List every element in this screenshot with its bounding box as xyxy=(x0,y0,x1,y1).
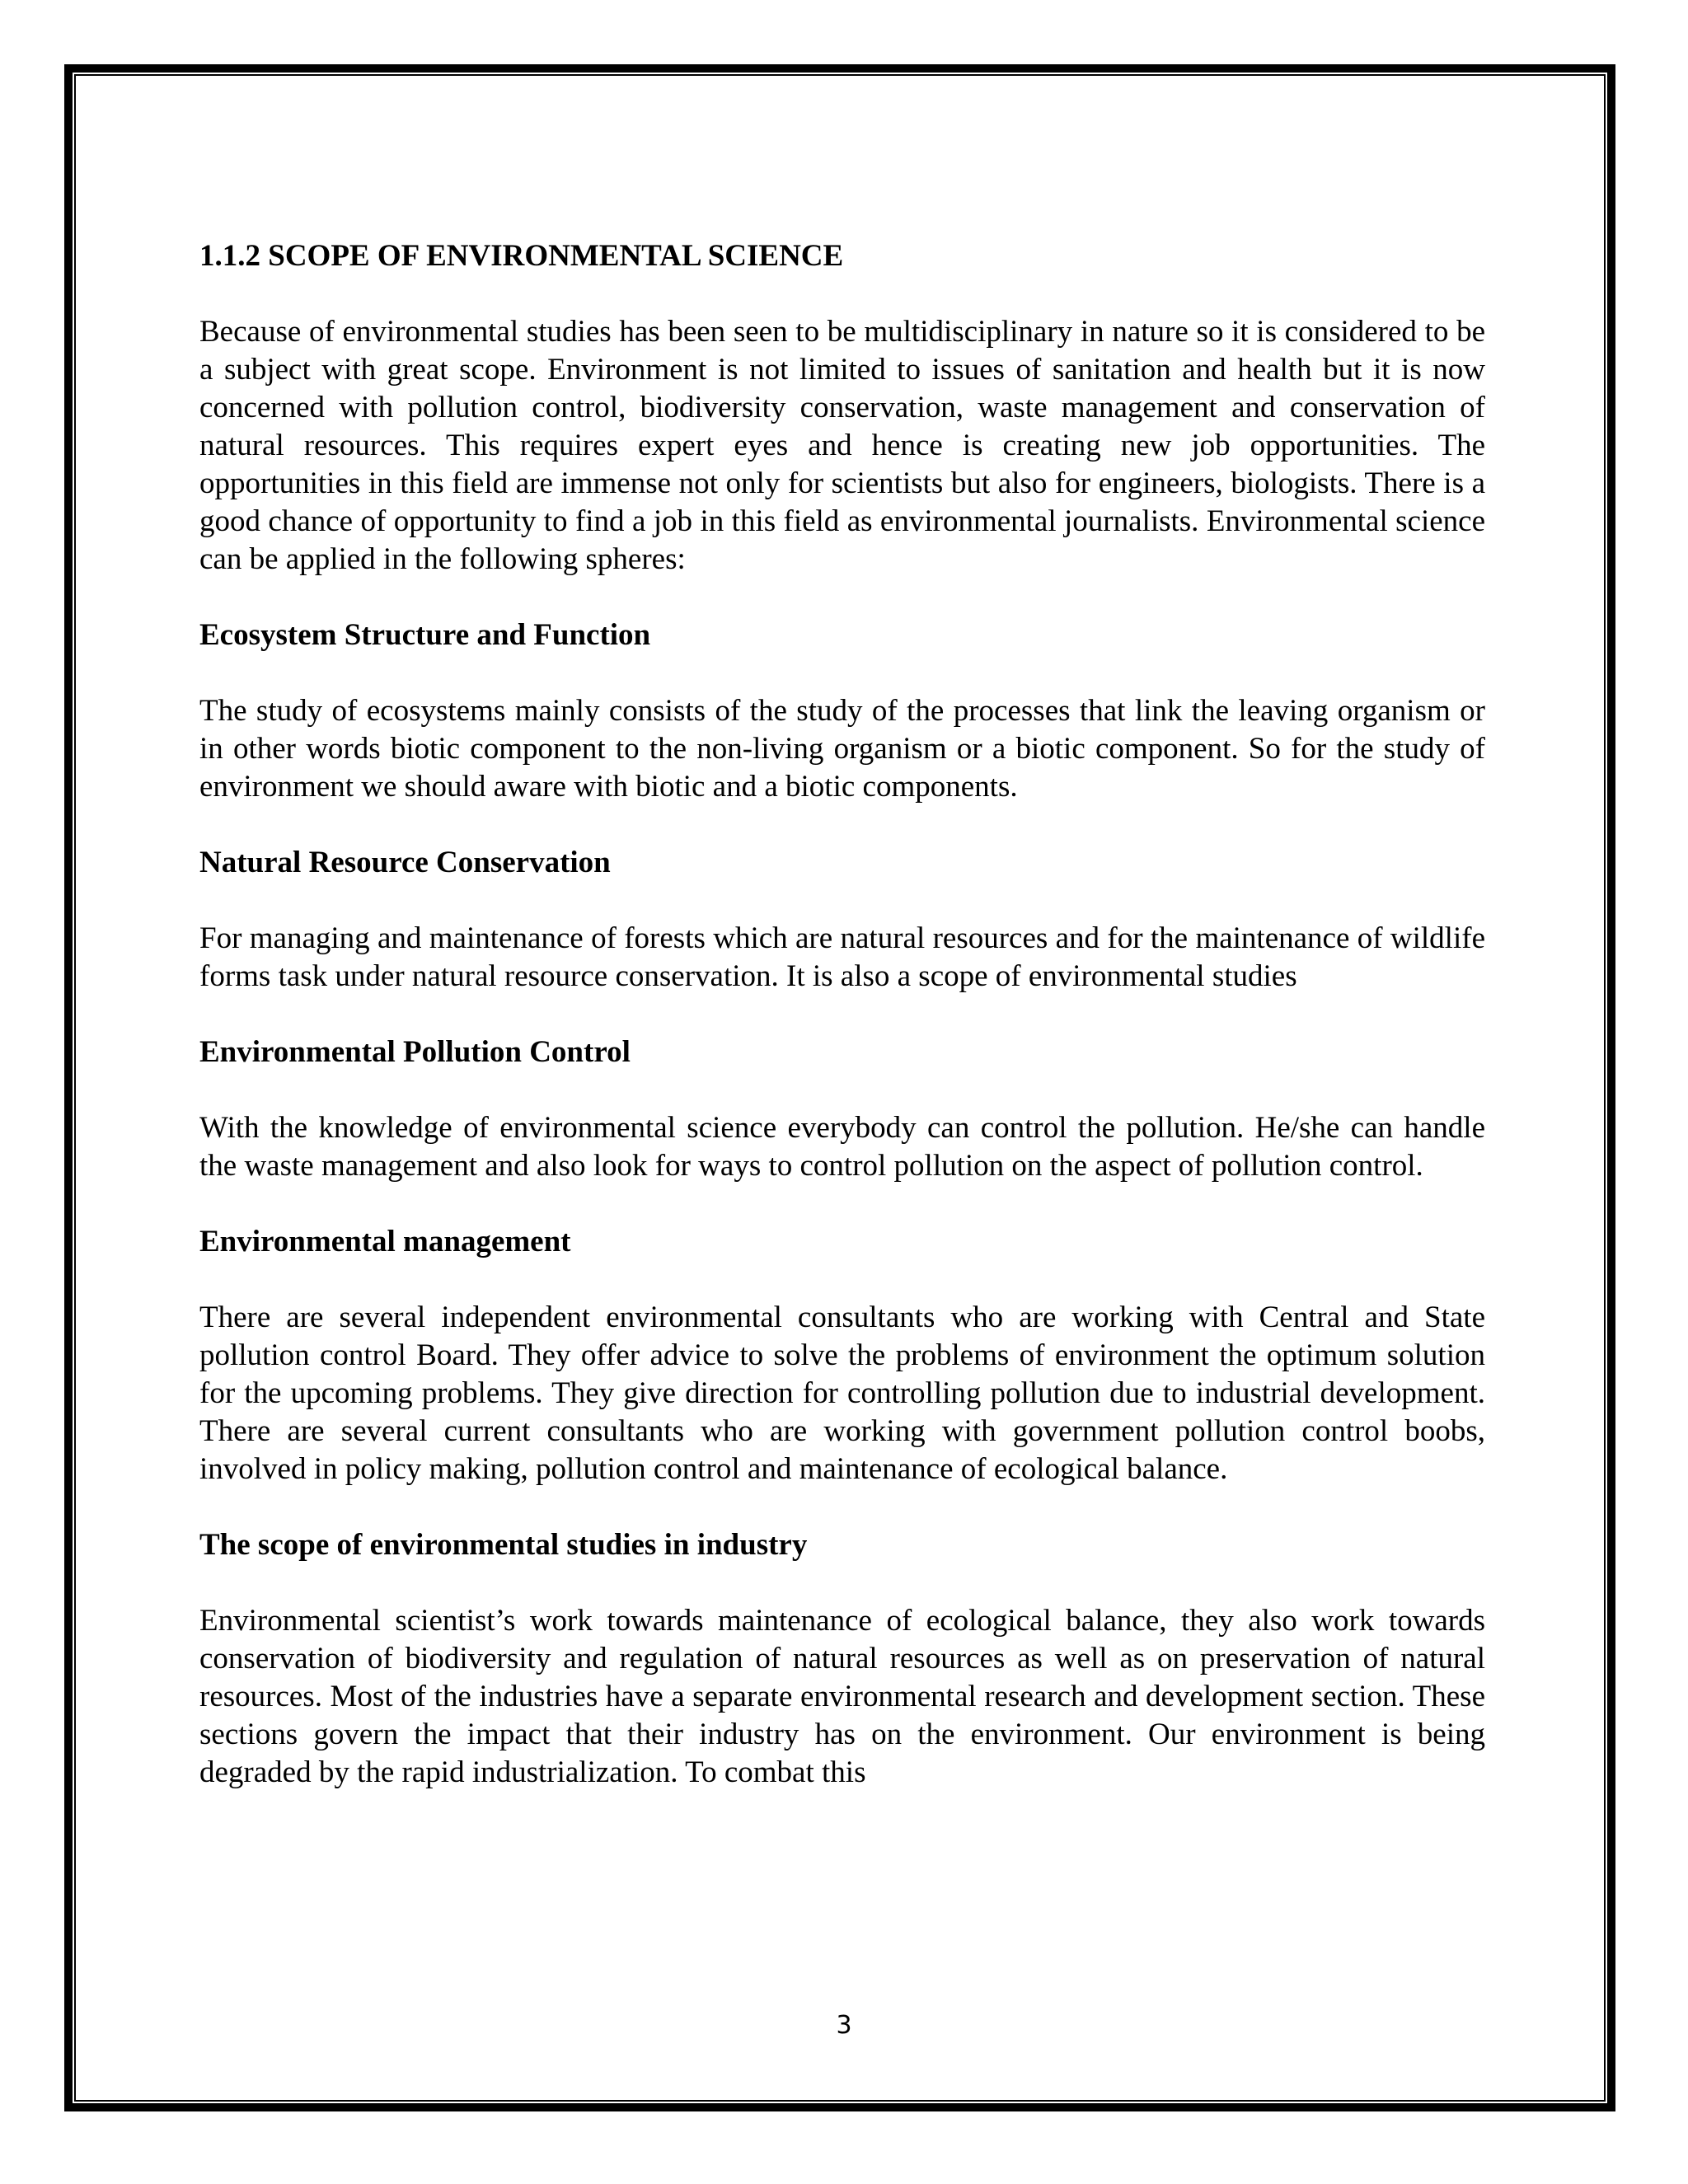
heading-ecosystem: Ecosystem Structure and Function xyxy=(199,618,651,652)
page-number: 3 xyxy=(836,2011,852,2040)
paragraph-environmental-management: There are several independent environmental consultants who are working with Central and State pollution control Board. They offer advice to solve the problems of environment the optimum solution for the upcoming problems. They give direction for controlling pollution due to industrial development. There are several current consultants who are working with government pollution control boobs, involved in policy making, pollution control and maintenance of ecological balance. xyxy=(199,1301,1485,1486)
section-title: 1.1.2 SCOPE OF ENVIRONMENTAL SCIENCE xyxy=(199,239,844,273)
page-content xyxy=(199,237,1485,1792)
intro-paragraph: Because of environmental studies has been seen to be multidisciplinary in nature so it is considered to be a subject with great scope. Environment is not limited to issues of sanitation and health but it is now concerned with pollution control, biodiversity conservation, waste management and conservation of natural resources. This requires expert eyes and hence is creating new job opportunities. The opportunities in this field are immense not only for scientists but also for engineers, biologists. There is a good chance of opportunity to find a job in this field as environmental journalists. Environmental science can be applied in the following spheres: xyxy=(199,315,1485,576)
heading-environmental-management: Environmental management xyxy=(199,1225,571,1258)
heading-natural-resource: Natural Resource Conservation xyxy=(199,846,611,879)
paragraph-pollution-control: With the knowledge of environmental science everybody can control the pollution. He/she can handle the waste management and also look for ways to control pollution on the aspect of pollution control. xyxy=(199,1111,1485,1183)
paragraph-ecosystem: The study of ecosystems mainly consists of the study of the processes that link the leaving organism or in other words biotic component to the non-living organism or a biotic component. So for the study of environment we should aware with biotic and a biotic components. xyxy=(199,694,1485,804)
paragraph-industry-scope: Environmental scientist’s work towards maintenance of ecological balance, they also work towards conservation of biodiversity and regulation of natural resources as well as on preservation of natural resources. Most of the industries have a separate environmental research and development section. These sections govern the impact that their industry has on the environment. Our environment is being degraded by the rapid industrialization. To combat this xyxy=(199,1604,1485,1789)
heading-industry-scope: The scope of environmental studies in industry xyxy=(199,1528,808,1562)
paragraph-natural-resource: For managing and maintenance of forests which are natural resources and for the maintenance of wildlife forms task under natural resource conservation. It is also a scope of environmental studies xyxy=(199,921,1485,993)
heading-pollution-control: Environmental Pollution Control xyxy=(199,1035,631,1069)
